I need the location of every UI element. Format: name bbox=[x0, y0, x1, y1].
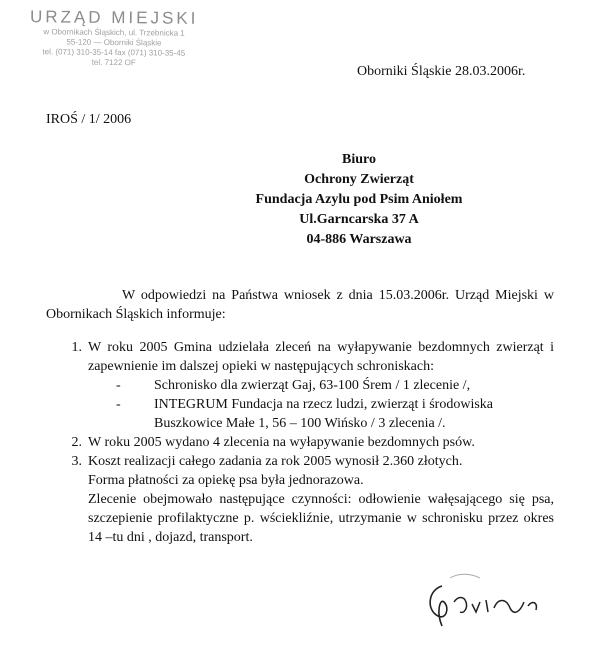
item-number: 2. bbox=[71, 435, 82, 450]
signature-stamp bbox=[420, 568, 560, 632]
stamp-line: 55-120 — Oborniki Śląskie bbox=[66, 37, 162, 48]
list-item bbox=[46, 433, 554, 452]
addressee-line: Biuro bbox=[342, 152, 376, 167]
addressee-line: 04-886 Warszawa bbox=[306, 232, 412, 247]
item-text: W roku 2005 Gmina udzielała zleceń na wyłapywanie bezdomnych zwierząt i zapewnienie im dalszej opieki w następujących schroniskach: bbox=[88, 340, 554, 374]
item-number: 1. bbox=[71, 340, 82, 355]
letter-date: Oborniki Śląskie 28.03.2006r. bbox=[357, 64, 526, 79]
stamp-title: URZĄD MIEJSKI bbox=[29, 7, 199, 28]
addressee-block bbox=[234, 150, 484, 250]
intro-paragraph: W odpowiedzi na Państwa wniosek z dnia 15.03.2006r. Urząd Miejski w Obornikach Śląskich informuje: bbox=[46, 288, 554, 322]
item-text-line: Forma płatności za opiekę psa była jednorazowa. bbox=[88, 473, 364, 488]
item-number: 3. bbox=[71, 454, 82, 469]
sub-list-item bbox=[116, 376, 554, 395]
stamp-line: w Obornikach Śląskich, ul. Trzebnicka 1 bbox=[43, 27, 185, 38]
sub-item-dash: - bbox=[116, 378, 121, 393]
stamp-line: tel. (071) 310-35-14 fax (071) 310-35-45 bbox=[42, 47, 186, 58]
list-item bbox=[46, 452, 554, 547]
sub-item-dash: - bbox=[116, 397, 121, 412]
item-text: W roku 2005 wydano 4 zlecenia na wyłapywanie bezdomnych psów. bbox=[88, 435, 475, 450]
item-text bbox=[88, 452, 554, 547]
reference-number: IROŚ / 1/ 2006 bbox=[46, 112, 132, 127]
sub-item-text: INTEGRUM Fundacja na rzecz ludzi, zwierząt i środowiska Buszkowice Małe 1, 56 – 100 Wińsko / 3 zlecenia /. bbox=[154, 397, 493, 431]
addressee-line: Fundacja Azylu pod Psim Aniołem bbox=[255, 192, 463, 207]
sub-list-item bbox=[116, 395, 554, 433]
letter-body bbox=[46, 286, 554, 547]
addressee-line: Ochrony Zwierząt bbox=[304, 172, 414, 187]
item-text-line: Koszt realizacji całego zadania za rok 2005 wynosił 2.360 złotych. bbox=[88, 454, 463, 469]
stamp-line: tel. 7122 OF bbox=[91, 57, 136, 68]
handwritten-signature bbox=[420, 568, 560, 632]
sub-item-text: Schronisko dla zwierząt Gaj, 63-100 Śrem / 1 zlecenie /, bbox=[154, 378, 471, 393]
numbered-list bbox=[46, 338, 554, 547]
addressee-line: Ul.Garncarska 37 A bbox=[299, 212, 419, 227]
item-text-line: Zlecenie obejmowało następujące czynności: odłowienie wałęsającego się psa, szczepienie profilaktyczne p. wściekliźnie, utrzymanie w schronisku przez okres 14 –tu dni , dojazd, transport. bbox=[88, 492, 554, 545]
list-item bbox=[46, 338, 554, 376]
office-stamp bbox=[14, 7, 215, 69]
